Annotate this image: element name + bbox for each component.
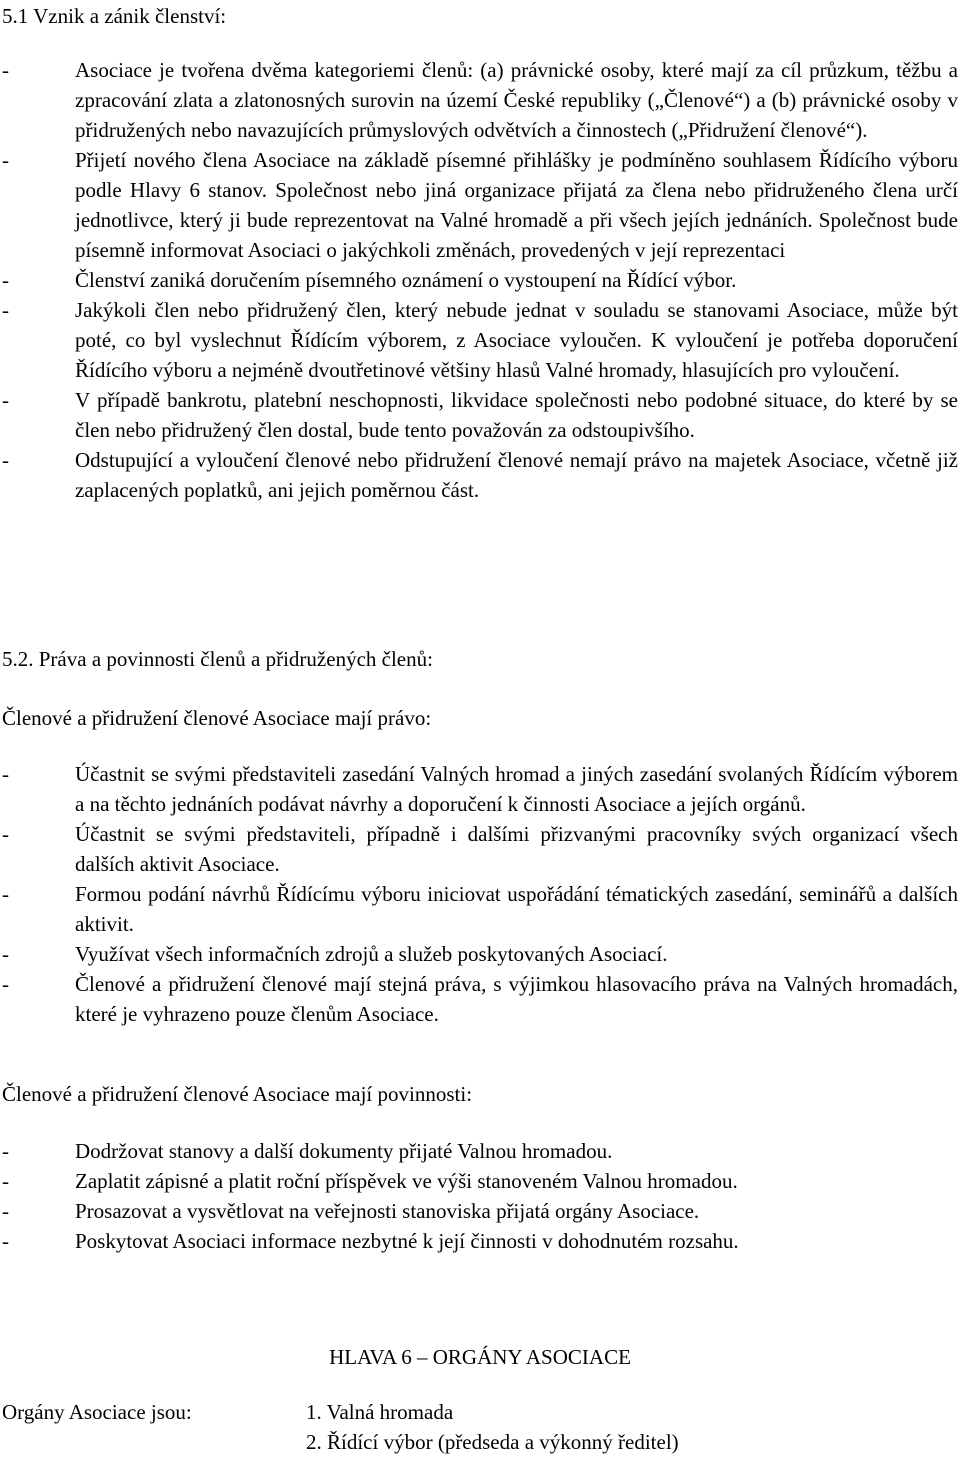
list-item xyxy=(0,55,958,145)
duties-list xyxy=(0,1136,958,1256)
section-5-1-title: 5.1 Vznik a zánik členství: xyxy=(2,4,227,28)
rights-heading: Členové a přidružení členové Asociace mají právo: xyxy=(2,706,432,730)
organs-label: Orgány Asociace jsou: xyxy=(2,1400,192,1424)
list-item-text: Účastnit se svými představiteli, případně i dalšími přizvanými pracovníky svých organizací všech dalších aktivit Asociace. xyxy=(75,822,958,876)
dash-bullet: - xyxy=(2,1139,9,1163)
membership-list xyxy=(0,55,958,505)
list-item-text: Členství zaniká doručením písemného oznámení o vystoupení na Řídící výbor. xyxy=(75,268,737,292)
list-item-text: Asociace je tvořena dvěma kategoriemi členů: (a) právnické osoby, které mají za cíl průzkum, těžbu a zpracování zlata a zlatonosných surovin na území České republiky („Členové“) a (b) právnické osoby v přidružených nebo navazujících průmyslových odvětvích a činnostech („Přidružení členové“). xyxy=(75,58,958,142)
list-item xyxy=(0,295,958,385)
list-item-text: Prosazovat a vysvětlovat na veřejnosti stanoviska přijatá orgány Asociace. xyxy=(75,1199,700,1223)
list-item-text: V případě bankrotu, platební neschopnosti, likvidace společnosti nebo podobné situace, do které by se člen nebo přidružený člen dostal, bude tento považován za odstoupivšího. xyxy=(75,388,958,442)
dash-bullet: - xyxy=(2,148,9,172)
list-item xyxy=(0,1166,958,1196)
list-item-text: Zaplatit zápisné a platit roční příspěvek ve výši stanoveném Valnou hromadou. xyxy=(75,1169,738,1193)
dash-bullet: - xyxy=(2,882,9,906)
list-item xyxy=(0,759,958,819)
list-item-text: Dodržovat stanovy a další dokumenty přijaté Valnou hromadou. xyxy=(75,1139,613,1163)
chapter-6-title: HLAVA 6 – ORGÁNY ASOCIACE xyxy=(329,1345,631,1369)
list-item xyxy=(0,145,958,265)
list-item-text: Odstupující a vyloučení členové nebo přidružení členové nemají právo na majetek Asociace, včetně již zaplacených poplatků, ani jejich poměrnou část. xyxy=(75,448,958,502)
dash-bullet: - xyxy=(2,762,9,786)
list-item-text: Poskytovat Asociaci informace nezbytné k její činnosti v dohodnutém rozsahu. xyxy=(75,1229,739,1253)
list-item xyxy=(0,879,958,939)
dash-bullet: - xyxy=(2,972,9,996)
list-item xyxy=(0,385,958,445)
dash-bullet: - xyxy=(2,448,9,472)
dash-bullet: - xyxy=(2,388,9,412)
list-item xyxy=(0,445,958,505)
duties-heading: Členové a přidružení členové Asociace mají povinnosti: xyxy=(2,1082,473,1106)
list-item-text: Členové a přidružení členové mají stejná práva, s výjimkou hlasovacího práva na Valných hromadách, které je vyhrazeno pouze členům Asociace. xyxy=(75,972,958,1026)
list-item xyxy=(0,939,958,969)
list-item xyxy=(0,969,958,1029)
dash-bullet: - xyxy=(2,1229,9,1253)
list-item xyxy=(0,819,958,879)
list-item-text: Využívat všech informačních zdrojů a služeb poskytovaných Asociací. xyxy=(75,942,668,966)
list-item xyxy=(0,1226,958,1256)
list-item-text: Jakýkoli člen nebo přidružený člen, který nebude jednat v souladu se stanovami Asociace, může být poté, co byl vyslechnut Řídícím výborem, z Asociace vyloučen. K vyloučení je potřeba doporučení Řídícího výboru a nejméně dvoutřetinové většiny hlasů Valné hromady, hlasujících pro vyloučení. xyxy=(75,298,958,382)
organ-item: 2. Řídící výbor (předseda a výkonný ředitel) xyxy=(306,1430,679,1454)
list-item xyxy=(0,265,958,295)
dash-bullet: - xyxy=(2,942,9,966)
dash-bullet: - xyxy=(2,58,9,82)
dash-bullet: - xyxy=(2,268,9,292)
list-item xyxy=(0,1196,958,1226)
section-5-2-title: 5.2. Práva a povinnosti členů a přidružených členů: xyxy=(2,647,433,671)
rights-list xyxy=(0,759,958,1029)
list-item-text: Formou podání návrhů Řídícímu výboru iniciovat uspořádání tématických zasedání, seminářů a dalších aktivit. xyxy=(75,882,958,936)
dash-bullet: - xyxy=(2,298,9,322)
list-item-text: Účastnit se svými představiteli zasedání Valných hromad a jiných zasedání svolaných Řídícím výborem a na těchto jednáních podávat návrhy a doporučení k činnosti Asociace a jejích orgánů. xyxy=(75,762,958,816)
list-item xyxy=(0,1136,958,1166)
organ-item: 1. Valná hromada xyxy=(306,1400,454,1424)
dash-bullet: - xyxy=(2,822,9,846)
dash-bullet: - xyxy=(2,1199,9,1223)
dash-bullet: - xyxy=(2,1169,9,1193)
list-item-text: Přijetí nového člena Asociace na základě písemné přihlášky je podmíněno souhlasem Řídícího výboru podle Hlavy 6 stanov. Společnost nebo jiná organizace přijatá za člena nebo přidruženého člena určí jednotlivce, který ji bude reprezentovat na Valné hromadě a při všech jejích jednáních. Společnost bude písemně informovat Asociaci o jakýchkoli změnách, provedených v její reprezentaci xyxy=(75,148,958,262)
